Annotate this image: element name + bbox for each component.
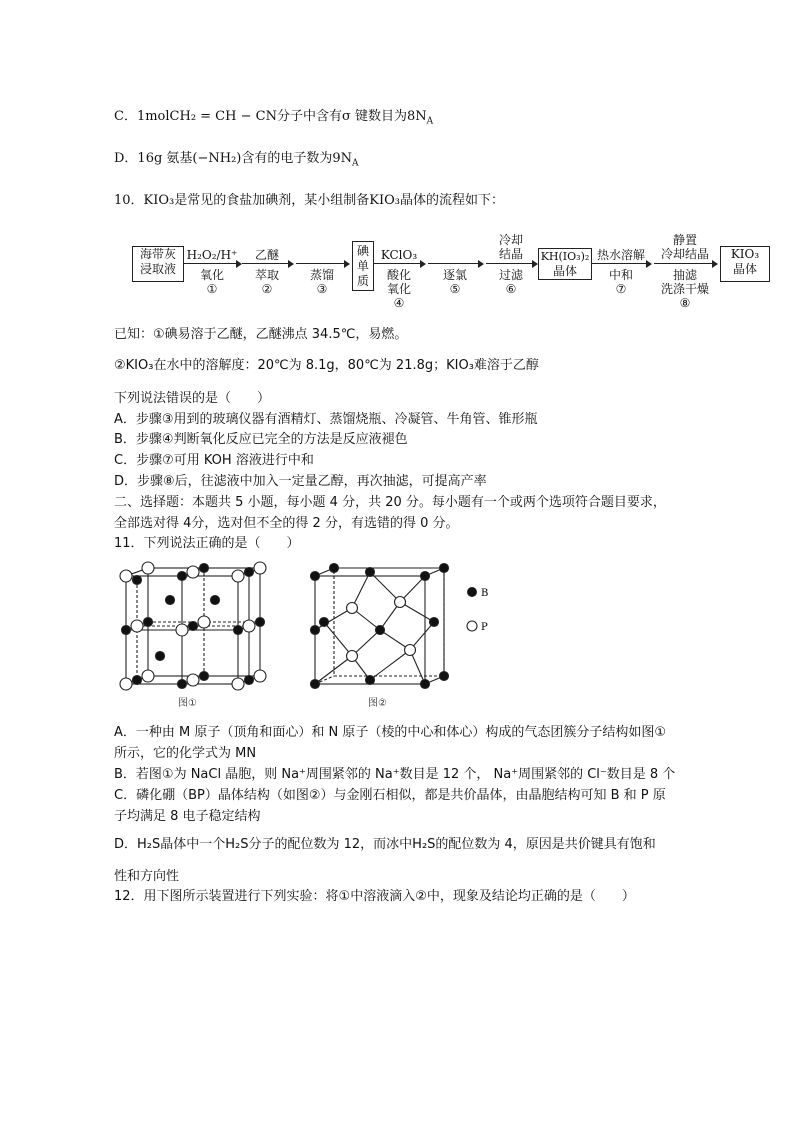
q11-option-a-line2: 所示，它的化学式为 MN [114, 746, 257, 761]
q11-option-b: B．若图①为 NaCl 晶胞，则 Na⁺周围紧邻的 Na⁺数目是 12 个， Na⁺周围紧邻的 Cl⁻数目是 8 个 [114, 767, 676, 782]
flow-arrow-8 [654, 263, 716, 264]
flow-step2-label: 萃取 ② [254, 268, 279, 296]
q11-option-d-line1: D．H₂S晶体中一个H₂S分子的配位数为 12，而冰中H₂S的配位数为 4，原因是共价键具有饱和 [114, 837, 656, 852]
q11-option-a-line1: A．一种由 M 原子（顶角和面心）和 N 原子（棱的中心和体心）构成的气态团簇分子结构如图① [114, 725, 667, 740]
flow-step4-label: 酸化 氧化 ④ [386, 268, 411, 310]
q10-ask: 下列说法错误的是（ ） [114, 391, 271, 406]
flow-step4-reagent: KClO₃ [380, 248, 418, 262]
q9-option-c: C．1molCH₂ = CH − CN分子中含有σ 键数目为$8N_A$ [114, 109, 434, 127]
legend-p-label: P [481, 622, 488, 633]
q10-option-a: A．步骤③用到的玻璃仪器有酒精灯、蒸馏烧瓶、冷凝管、牛角管、锥形瓶 [114, 412, 538, 427]
flow-step1-reagent: H₂O₂/H⁺ [186, 248, 238, 262]
flow-end-box: KIO₃ 晶体 [720, 246, 770, 282]
q12-stem: 12．用下图所示装置进行下列实验：将①中溶液滴入②中，现象及结论均正确的是（ ） [114, 889, 635, 904]
q11-option-d-line2: 性和方向性 [114, 869, 180, 884]
flow-step1-label: 氧化 ① [199, 268, 224, 296]
flow-step3-label: 蒸馏 ③ [309, 268, 334, 296]
q9-option-d: D．16g 氨基(−NH₂)含有的电子数为$9N_A$ [114, 151, 359, 169]
flow-arrow-4 [374, 263, 424, 264]
flow-arrow-1 [184, 263, 240, 264]
q11-figures [110, 556, 510, 714]
section2-line1: 二、选择题：本题共 5 小题，每小题 4 分，共 20 分。每小题有一个或两个选项符合题目要求， [114, 495, 666, 510]
flow-step5-label: 逐氯 ⑤ [442, 268, 467, 296]
flow-step6-top: 冷却 结晶 [498, 233, 523, 261]
flow-step6-label: 过滤 ⑥ [498, 268, 523, 296]
q10-flowchart [0, 0, 794, 330]
flow-khio3-box: KH(IO₃)₂ 晶体 [538, 248, 592, 280]
flow-arrow-6 [486, 263, 536, 264]
flow-start-box: 海带灰 浸取液 [132, 246, 184, 282]
q10-stem: 10．KIO₃是常见的食盐加碘剂，某小组制备KIO₃晶体的流程如下： [114, 193, 504, 208]
figure2-caption: 图② [368, 698, 387, 709]
figure1-caption: 图① [178, 698, 197, 709]
flow-arrow-7 [592, 263, 650, 264]
flow-arrow-2 [242, 263, 292, 264]
q10-known-2: ②KIO₃在水中的溶解度：20℃为 8.1g，80℃为 21.8g；KIO₃难溶于乙醇 [114, 358, 539, 373]
q11-option-c-line1: C．磷化硼（BP）晶体结构（如图②）与金刚石相似，都是共价晶体，由晶胞结构可知 B 和 P 原 [114, 788, 666, 803]
flow-step8-top: 静置 冷却结晶 [660, 233, 709, 261]
q10-known-1: 已知：①碘易溶于乙醚，乙醚沸点 34.5℃，易燃。 [114, 327, 408, 342]
q11-stem: 11．下列说法正确的是（ ） [114, 536, 300, 551]
flow-step7-label: 中和 ⑦ [608, 268, 633, 296]
figure1-atoms [120, 562, 266, 690]
q10-option-b: B．步骤④判断氧化反应已完全的方法是反应液褪色 [114, 432, 408, 447]
q10-option-d: D．步骤⑧后，往滤液中加入一定量乙醇，再次抽滤，可提高产率 [114, 474, 487, 489]
flow-arrow-5 [428, 263, 482, 264]
legend-b-label: B [481, 588, 489, 599]
q11-option-c-line2: 子均满足 8 电子稳定结构 [114, 809, 261, 824]
flow-step7-top: 热水溶解 [596, 248, 645, 262]
flow-iodine-box: 碘 单 质 [352, 241, 374, 291]
legend-p-dot [467, 621, 477, 631]
flow-arrow-3 [296, 263, 348, 264]
q10-option-c: C．步骤⑦可用 KOH 溶液进行中和 [114, 453, 314, 468]
section2-line2: 全部选对得 4分，选对但不全的得 2 分，有选错的得 0 分。 [114, 516, 459, 531]
flow-step2-reagent: 乙醚 [254, 248, 279, 262]
legend-b-dot [468, 588, 477, 597]
flow-step8-label: 抽滤 洗涤干燥 ⑧ [660, 268, 709, 310]
